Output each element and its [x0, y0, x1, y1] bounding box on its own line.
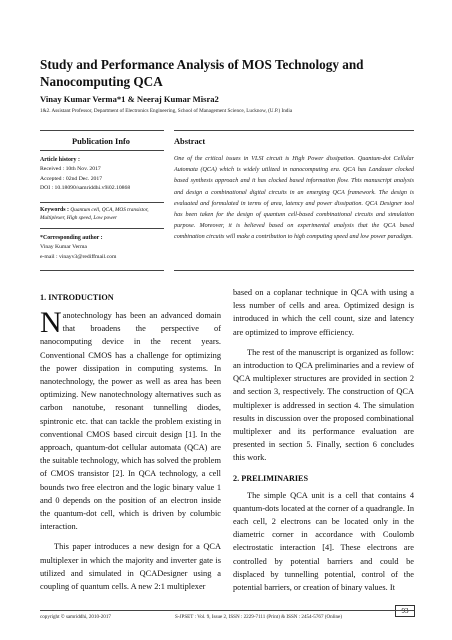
keywords-label: Keywords :: [40, 207, 69, 213]
keywords-block: [40, 207, 164, 222]
right-paragraph-3: The simple QCA unit is a cell that contains 4 quantum-dots located at the corner of a quadrangle. In each cell, 2 electrons can be located only in the diametric corner in accordance with Coulomb electrostatic interaction [4]. These electrons are controlled by potential barriers and could be displaced by tunnelling potential, control of the potential barriers, or creation of binary values. It: [233, 490, 414, 593]
corresponding-email: e-mail : vinayv3@rediffmail.com: [40, 253, 117, 260]
abstract-text: One of the critical issues in VLSI circuit is High Power dissipation. Quantum-dot Cellular Automata (QCA) which is widely utilized in nanocomputing era. QCA has Landauer clocked based synthesis approach and it has clocked based information flow. This manuscript analysis and design a combinational digital circuits in an emerging QCA framework. The design is evaluated and formulated in terms of area, latency and power dissipation. QCA Designer tool has been taken for the design of quantum cell-based combinational circuits and simulation purpose. Moreover, it is believed based on experimental analysis that the QCA based combination circuits will make a contribution to high computing speed and low power paradigm.: [174, 156, 414, 241]
left-column: [40, 292, 221, 593]
right-paragraph-1: based on a coplanar technique in QCA with using a less number of cells and area. Optimized design is introduced in which the cell count, size and latency are optimized to improve efficiency.: [233, 288, 414, 337]
keywords: Quantum cell, QCA, MOS transistor, Multiplexer, High speed, Low power: [40, 207, 149, 221]
accepted-date: Accepted : 02nd Dec. 2017: [40, 175, 103, 182]
publication-info-heading: Publication Info: [72, 137, 130, 146]
footer-journal: S-JPSET : Vol. 9, Issue 2, ISSN : 2229-7111 (Print) & ISSN : 2454-5767 (Online): [175, 614, 343, 620]
abstract-rule: [174, 270, 414, 271]
intro-paragraph-1-text: anotechnology has been an advanced domain that broadens the perspective of nanocomputing device in the recent years. Conventional CMOS has a challenge for optimizing the power dissipation in computing systems. In nanotechnology, the power as well as area has been optimizing. New nanotechnology alternatives such as carbon nanotube, resonant tunnelling diodes, spintronic etc. that can tackle the problem existing in conventional CMOS based circuit design [1]. In the approach, quantum-dot cellular automata (QCA) are the suitable technology, which has solved the problem of CMOS transistor [2]. In QCA technology, a cell bounds two free electron and the logic binary value 1 and 0 depends on the position of an electron inside the quantum-dot cell, which is driven by columbic interaction.: [40, 311, 221, 532]
pubinfo-rule-3: [40, 228, 164, 229]
introduction-heading: 1. INTRODUCTION: [40, 293, 114, 302]
pubinfo-rule-2: [40, 202, 164, 203]
history-label: Article history :: [40, 157, 80, 163]
article-history: [40, 156, 164, 194]
received-date: Received : 10th Nov. 2017: [40, 166, 101, 173]
right-column: [233, 286, 414, 594]
preliminaries-heading: 2. PRELIMINARIES: [233, 473, 309, 483]
footer-copyright: copyright © samriddhi, 2010-2017: [40, 614, 111, 620]
intro-paragraph-2: This paper introduces a new design for a QCA multiplexer in which the majority and inverter gate is utilized and simulated in QCADesigner using a coupling of quantum cells. A new 2:1 multiplexer: [40, 542, 221, 592]
affiliation: 1&2. Assistant Professor, Department of Electronics Engineering, School of Management Science, Lucknow, (U.P.) India: [40, 108, 293, 114]
header-rule-left: [40, 130, 164, 131]
abstract-heading: Abstract: [174, 137, 206, 146]
pubinfo-rule-4: [40, 270, 164, 271]
page-number: 93: [395, 605, 415, 617]
corresponding-author: [40, 234, 164, 262]
doi: DOI : 10.18090/samriddhi.v9i02.10868: [40, 185, 131, 192]
corresponding-label: *Corresponding author :: [40, 235, 103, 241]
pubinfo-rule: [40, 150, 164, 151]
right-paragraph-2: The rest of the manuscript is organized as follow: an introduction to QCA preliminaries and a review of QCA multiplexer structures are provided in section 2 and section 3, respectively. The construction of QCA multiplexer is addressed in section 4. The simulation results in discussion over the proposed combinational multiplexer and its performance evaluation are presented in section 5. Finally, section 6 concludes this work.: [233, 347, 414, 463]
footer-rule: [40, 610, 414, 611]
paper-title: Study and Performance Analysis of MOS Technology and Nanocomputing QCA: [40, 57, 364, 89]
intro-paragraph-1: [40, 306, 221, 533]
header-rule-right: [174, 130, 414, 131]
corresponding-name: Vinay Kumar Verma: [40, 244, 87, 251]
drop-cap: N: [40, 306, 62, 339]
author-line: Vinay Kumar Verma*1 & Neeraj Kumar Misra2: [40, 94, 219, 104]
